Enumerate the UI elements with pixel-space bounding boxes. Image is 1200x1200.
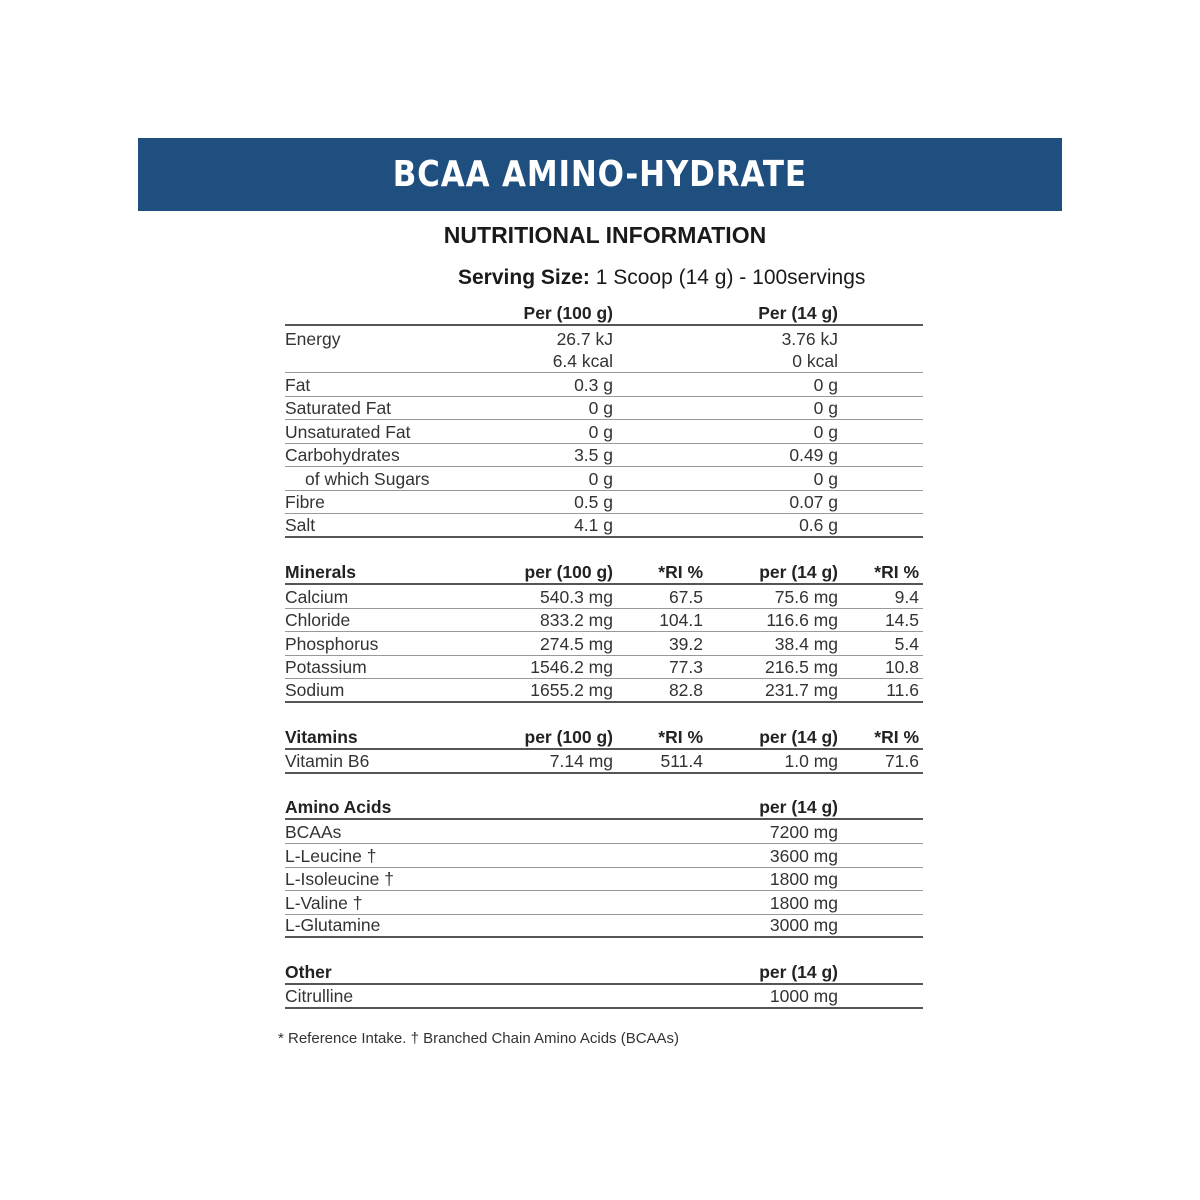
value-perserving: 0 g: [813, 421, 838, 442]
value-perserving: 231.7 mg: [765, 679, 838, 700]
value-ri: 11.6: [886, 679, 919, 700]
nutrition-row-carbohydrates: [285, 443, 923, 467]
value-ri: 9.4: [894, 586, 919, 607]
other-row-citrulline: [285, 985, 923, 1009]
row-label: BCAAs: [285, 821, 342, 842]
value-perserving: 1800 mg: [769, 892, 838, 913]
minerals-row-chloride: [285, 608, 923, 632]
amino-row-isoleucine: [285, 867, 923, 891]
col-ri-header: *RI %: [874, 561, 919, 582]
section-subtitle: NUTRITIONAL INFORMATION: [443, 222, 767, 248]
row-label: Unsaturated Fat: [285, 421, 411, 442]
value-ri: 10.8: [884, 656, 919, 677]
row-label: Salt: [285, 514, 316, 535]
row-label: Sodium: [285, 679, 345, 700]
row-label: L-Leucine †: [285, 845, 377, 866]
col-per100-header: Per (100 g): [523, 302, 613, 323]
value-ri: 14.5: [884, 609, 919, 630]
value-perserving: 0.07 g: [789, 491, 838, 512]
amino-row-glutamine: [285, 914, 923, 938]
value-perserving: 1000 mg: [769, 985, 838, 1006]
nutrition-row-salt: [285, 514, 923, 538]
nutrition-header-row: [285, 302, 923, 326]
value-ri: 5.4: [894, 633, 919, 654]
value-per100: 6.4 kcal: [552, 350, 613, 371]
minerals-row-phosphorus: [285, 632, 923, 656]
amino-row-leucine: [285, 844, 923, 868]
value-perserving: 0.49 g: [789, 444, 838, 465]
value-per100: 0.3 g: [574, 374, 613, 395]
row-label: Phosphorus: [285, 633, 379, 654]
nutrition-row-unsaturated-fat: [285, 420, 923, 444]
col-per100-header: per (100 g): [524, 561, 613, 582]
nutrition-row-sugars: [285, 467, 923, 491]
row-label: Chloride: [285, 609, 351, 630]
vitamins-title: Vitamins: [285, 726, 358, 747]
row-label: Calcium: [285, 586, 349, 607]
minerals-title: Minerals: [285, 561, 356, 582]
value-per100: 1655.2 mg: [530, 679, 613, 700]
row-label: Potassium: [285, 656, 367, 677]
nutrition-row-saturated-fat: [285, 396, 923, 420]
title-banner: [138, 138, 1062, 211]
value-per100: 26.7 kJ: [556, 328, 613, 349]
value-perserving: 0 g: [813, 397, 838, 418]
minerals-header-row: [285, 561, 923, 585]
row-label: Vitamin B6: [285, 750, 370, 771]
col-ri-header: *RI %: [658, 726, 703, 747]
col-ri-header: *RI %: [874, 726, 919, 747]
row-label: Fibre: [285, 491, 325, 512]
footnote: * Reference Intake. † Branched Chain Amino Acids (BCAAs): [278, 1030, 680, 1047]
value-ri: 82.8: [668, 679, 703, 700]
minerals-row-sodium: [285, 679, 923, 703]
minerals-row-potassium: [285, 655, 923, 679]
value-perserving: 0 g: [813, 374, 838, 395]
value-perserving: 216.5 mg: [765, 656, 838, 677]
product-title: BCAA AMINO-HYDRATE: [392, 154, 808, 195]
amino-row-valine: [285, 891, 923, 915]
value-perserving: 0 kcal: [792, 350, 838, 371]
serving-size-label: Serving Size:: [458, 266, 590, 289]
value-perserving: 1.0 mg: [784, 750, 838, 771]
col-perserving-header: per (14 g): [759, 961, 838, 982]
row-label: L-Valine †: [285, 892, 363, 913]
value-perserving: 3.76 kJ: [781, 328, 838, 349]
row-label: of which Sugars: [305, 468, 430, 489]
value-perserving: 0 g: [813, 468, 838, 489]
nutrition-row-fat: [285, 373, 923, 397]
value-per100: 833.2 mg: [540, 609, 613, 630]
vitamins-row-b6: [285, 750, 923, 774]
serving-size-value: 1 Scoop (14 g) - 100servings: [589, 266, 866, 289]
value-ri: 67.5: [668, 586, 703, 607]
row-label: L-Glutamine: [285, 914, 381, 935]
nutrition-row-energy-kcal: [285, 349, 923, 373]
minerals-row-calcium: [285, 585, 923, 609]
value-per100: 0 g: [588, 421, 613, 442]
value-perserving: 1800 mg: [769, 868, 838, 889]
value-per100: 0 g: [588, 468, 613, 489]
col-per100-header: per (100 g): [524, 726, 613, 747]
other-header-row: [285, 961, 923, 985]
other-title: Other: [285, 961, 332, 982]
value-ri: 104.1: [659, 609, 703, 630]
value-perserving: 0.6 g: [799, 514, 838, 535]
value-perserving: 7200 mg: [769, 821, 838, 842]
row-label: L-Isoleucine †: [285, 868, 394, 889]
row-label: Carbohydrates: [285, 444, 400, 465]
col-ri-header: *RI %: [658, 561, 703, 582]
row-label: Saturated Fat: [285, 397, 392, 418]
row-label: Energy: [285, 328, 341, 349]
col-perserving-header: per (14 g): [759, 561, 838, 582]
value-per100: 274.5 mg: [540, 633, 613, 654]
amino-row-bcaas: [285, 820, 923, 844]
value-ri: 71.6: [884, 750, 919, 771]
amino-title: Amino Acids: [285, 796, 392, 817]
value-per100: 0.5 g: [574, 491, 613, 512]
row-label: Fat: [285, 374, 311, 395]
value-per100: 0 g: [588, 397, 613, 418]
value-per100: 540.3 mg: [540, 586, 613, 607]
amino-header-row: [285, 796, 923, 820]
value-per100: 3.5 g: [574, 444, 613, 465]
value-ri: 511.4: [660, 750, 703, 771]
value-ri: 39.2: [668, 633, 703, 654]
value-perserving: 3000 mg: [769, 914, 838, 935]
value-ri: 77.3: [668, 656, 703, 677]
row-label: Citrulline: [285, 985, 354, 1006]
value-per100: 1546.2 mg: [530, 656, 613, 677]
value-perserving: 75.6 mg: [774, 586, 838, 607]
value-perserving: 3600 mg: [769, 845, 838, 866]
col-perserving-header: Per (14 g): [758, 302, 838, 323]
value-per100: 4.1 g: [574, 514, 613, 535]
nutrition-row-fibre: [285, 490, 923, 514]
value-perserving: 38.4 mg: [774, 633, 838, 654]
vitamins-header-row: [285, 726, 923, 750]
nutrition-row-energy-kj: [285, 326, 923, 350]
serving-size: [458, 266, 865, 290]
value-perserving: 116.6 mg: [766, 609, 838, 630]
col-perserving-header: per (14 g): [759, 726, 838, 747]
value-per100: 7.14 mg: [549, 750, 613, 771]
col-perserving-header: per (14 g): [759, 796, 838, 817]
